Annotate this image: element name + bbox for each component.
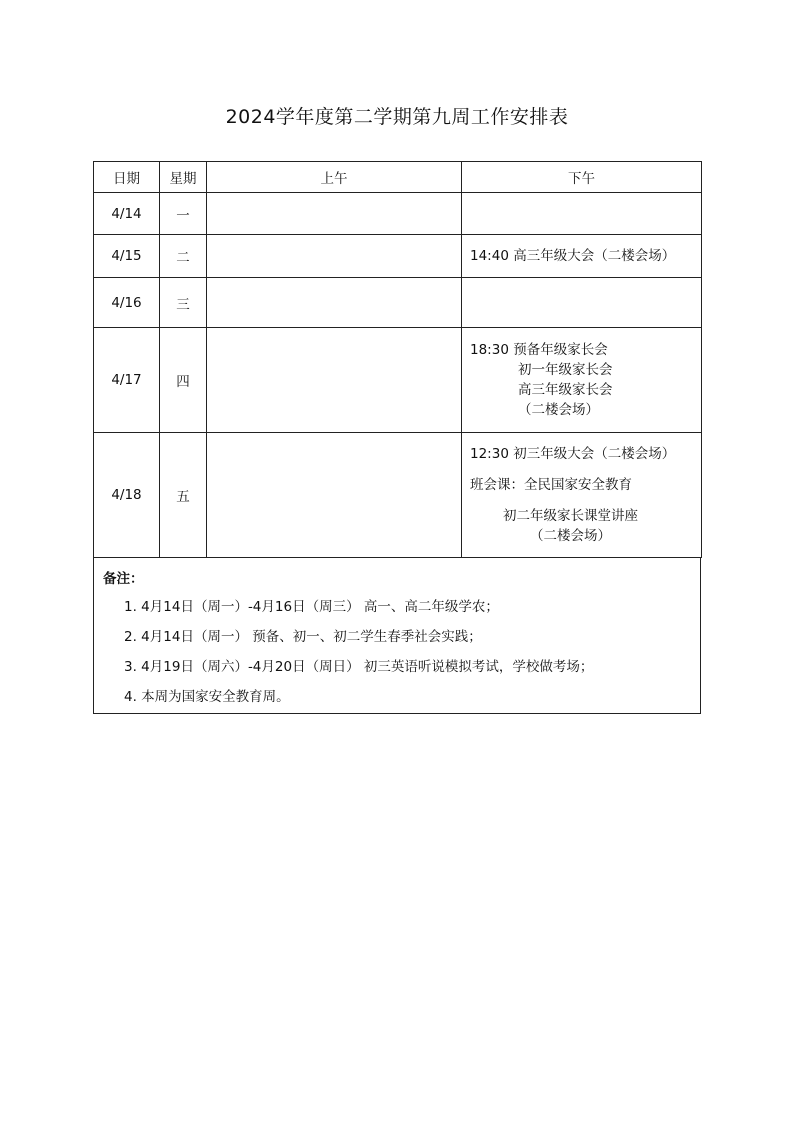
page-title: 2024学年度第二学期第九周工作安排表 — [225, 106, 569, 128]
note-item: 4. 本周为国家安全教育周。 — [124, 689, 290, 705]
row-date: 4/18 — [94, 433, 160, 558]
afternoon-line: 高三年级家长会 — [518, 382, 613, 398]
table-row — [94, 328, 702, 433]
row-weekday: 一 — [160, 193, 207, 235]
header-morning: 上午 — [207, 162, 462, 193]
afternoon-line: 初二年级家长课堂讲座 — [503, 508, 638, 524]
row-morning — [207, 328, 462, 433]
afternoon-line: 初一年级家长会 — [518, 362, 613, 378]
header-date: 日期 — [94, 162, 160, 193]
row-afternoon — [462, 433, 702, 558]
row-morning — [207, 193, 462, 235]
row-date: 4/17 — [94, 328, 160, 433]
header-weekday: 星期 — [160, 162, 207, 193]
afternoon-line: 18:30 预备年级家长会 — [470, 342, 608, 358]
row-afternoon — [462, 235, 702, 278]
header-afternoon: 下午 — [462, 162, 702, 193]
note-item: 3. 4月19日（周六）-4月20日（周日） 初三英语听说模拟考试，学校做考场； — [124, 659, 594, 675]
table-row — [94, 433, 702, 558]
table-row — [94, 278, 702, 328]
row-morning — [207, 433, 462, 558]
notes-title: 备注： — [103, 571, 144, 587]
row-morning — [207, 278, 462, 328]
row-weekday: 三 — [160, 278, 207, 328]
table-header-row — [94, 162, 702, 193]
note-item: 2. 4月14日（周一） 预备、初一、初二学生春季社会实践； — [124, 629, 482, 645]
row-date: 4/14 — [94, 193, 160, 235]
row-weekday: 五 — [160, 433, 207, 558]
row-date: 4/15 — [94, 235, 160, 278]
table-row — [94, 235, 702, 278]
afternoon-line: 12:30 初三年级大会（二楼会场） — [470, 446, 676, 462]
notes-box — [93, 557, 701, 714]
afternoon-line: （二楼会场） — [530, 528, 611, 544]
row-weekday: 二 — [160, 235, 207, 278]
row-afternoon — [462, 193, 702, 235]
afternoon-line: 14:40 高三年级大会（二楼会场） — [470, 248, 676, 264]
row-date: 4/16 — [94, 278, 160, 328]
schedule-table — [93, 161, 702, 558]
afternoon-line: （二楼会场） — [518, 402, 599, 418]
row-morning — [207, 235, 462, 278]
row-weekday: 四 — [160, 328, 207, 433]
table-row — [94, 193, 702, 235]
row-afternoon — [462, 278, 702, 328]
afternoon-line: 班会课：全民国家安全教育 — [470, 477, 632, 493]
row-afternoon — [462, 328, 702, 433]
note-item: 1. 4月14日（周一）-4月16日（周三） 高一、高二年级学农； — [124, 599, 499, 615]
